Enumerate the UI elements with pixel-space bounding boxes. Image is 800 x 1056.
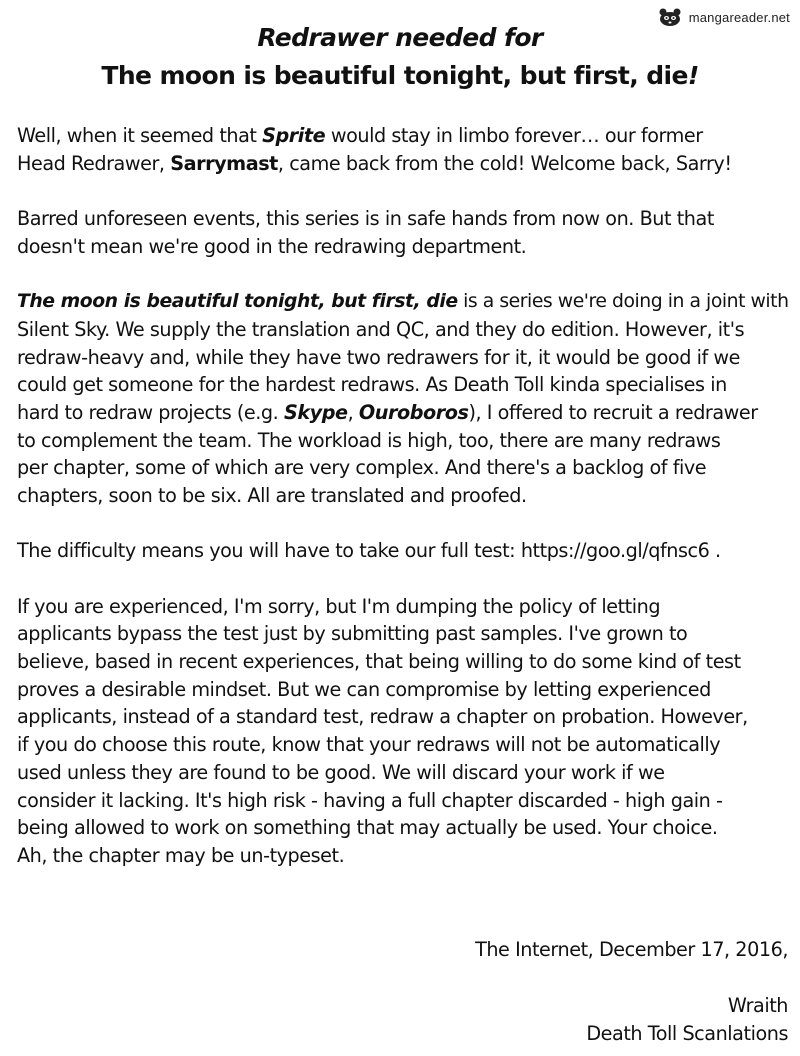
page-title-line2 bbox=[0, 58, 800, 94]
paragraph-1-line-2 bbox=[17, 150, 797, 178]
paragraph-3-line-8: chapters, soon to be six. All are translated and proofed. bbox=[17, 483, 527, 507]
paragraph-5-line-2: applicants bypass the test just by submitting past samples. I've grown to bbox=[17, 622, 688, 646]
paragraph-4-line-1: The difficulty means you will have to take our full test: https://goo.gl/qfnsc6 . bbox=[17, 539, 721, 563]
page-title-line1: Redrawer needed for bbox=[257, 23, 543, 52]
text-run: ), I offered to recruit a redrawer bbox=[468, 400, 758, 424]
paragraph-5-line-6: if you do choose this route, know that your redraws will not be automatically bbox=[17, 733, 721, 757]
paragraph-5-line-5: applicants, instead of a standard test, redraw a chapter on probation. However, bbox=[17, 705, 748, 729]
paragraph-1-line-1 bbox=[17, 122, 797, 150]
signoff-group: Death Toll Scanlations bbox=[586, 1022, 788, 1045]
title-series-name: The moon is beautiful tonight, but first, die bbox=[101, 61, 688, 90]
paragraph-gap bbox=[17, 510, 797, 538]
text-run: Head Redrawer, bbox=[17, 151, 171, 175]
text-run: would stay in limbo forever… our former bbox=[325, 124, 703, 147]
watermark-text: mangareader.net bbox=[688, 9, 790, 25]
sarrymast-name: Sarrymast bbox=[170, 151, 278, 175]
paragraph-5-line-4: proves a desirable mindset. But we can compromise by letting experienced bbox=[17, 677, 711, 701]
text-run: is a series we're doing in a joint with bbox=[457, 291, 789, 313]
paragraph-gap bbox=[17, 260, 797, 288]
paragraph-2-line-2: doesn't mean we're good in the redrawing department. bbox=[17, 234, 527, 258]
paragraph-3-line-2: Silent Sky. We supply the translation and QC, and they do edition. However, it's bbox=[17, 317, 745, 341]
text-run: , bbox=[347, 400, 359, 424]
text-run: Well, when it seemed that bbox=[17, 124, 263, 147]
paragraph-5-line-9: being allowed to work on something that may actually be used. Your choice. bbox=[17, 816, 718, 840]
paragraph-3-line-5 bbox=[17, 399, 797, 427]
paragraph-3-line-3: redraw-heavy and, while they have two redrawers for it, it would be good if we bbox=[17, 345, 741, 369]
paragraph-gap bbox=[17, 565, 797, 593]
paragraph-5-line-1: If you are experienced, I'm sorry, but I'm dumping the policy of letting bbox=[17, 594, 661, 618]
paragraph-5-line-7: used unless they are found to be good. We will discard your work if we bbox=[17, 760, 665, 784]
title-exclamation: ! bbox=[687, 61, 699, 90]
text-run: , came back from the cold! Welcome back, Sarry! bbox=[277, 151, 732, 175]
paragraph-3-line-6: to complement the team. The workload is high, too, there are many redraws bbox=[17, 428, 721, 452]
series-name: The moon is beautiful tonight, but first, die bbox=[17, 291, 458, 313]
signoff-date: The Internet, December 17, 2016, bbox=[475, 938, 788, 961]
paragraph-3-line-7: per chapter, some of which are very complex. And there's a backlog of five bbox=[17, 456, 707, 480]
skype-series-name: Skype bbox=[283, 400, 348, 424]
signoff-name: Wraith bbox=[727, 994, 788, 1017]
paragraph-5-line-3: believe, based in recent experiences, that being willing to do some kind of test bbox=[17, 650, 741, 674]
announcement-body bbox=[17, 122, 797, 870]
paragraph-5-line-10: Ah, the chapter may be un-typeset. bbox=[17, 843, 345, 867]
sprite-series-name: Sprite bbox=[262, 124, 326, 147]
ouroboros-series-name: Ouroboros bbox=[358, 400, 469, 424]
paragraph-gap bbox=[17, 177, 797, 205]
paragraph-2-line-1: Barred unforeseen events, this series is in safe hands from now on. But that bbox=[17, 207, 714, 231]
paragraph-3-line-1 bbox=[17, 288, 797, 316]
paragraph-3-line-4: could get someone for the hardest redraws. As Death Toll kinda specialises in bbox=[17, 373, 727, 397]
text-run: hard to redraw projects (e.g. bbox=[17, 400, 284, 424]
paragraph-5-line-8: consider it lacking. It's high risk - having a full chapter discarded - high gain - bbox=[17, 788, 723, 812]
